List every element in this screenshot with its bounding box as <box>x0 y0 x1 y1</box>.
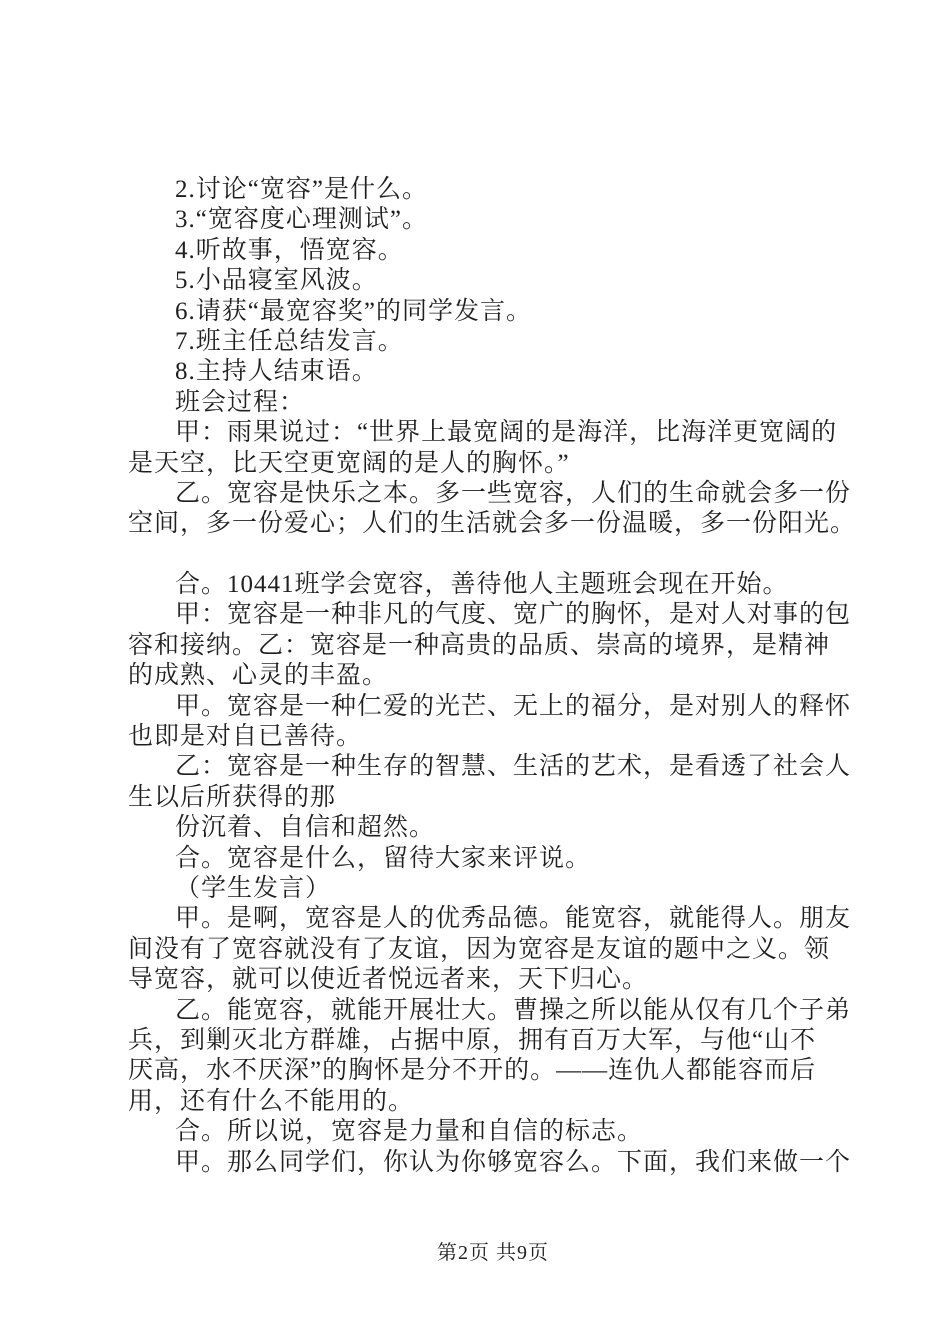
text-line: 甲。那么同学们，你认为你够宽容么。下面，我们来做一个 <box>175 1148 852 1176</box>
text-line: 乙。宽容是快乐之本。多一些宽容，人们的生命就会多一份 <box>175 479 852 507</box>
text-line: 甲：宽容是一种非凡的气度、宽广的胸怀，是对人对事的包 <box>175 601 852 629</box>
text-line: 导宽容，就可以使近者悦远者来，天下归心。 <box>128 966 649 994</box>
text-line: 甲：雨果说过：“世界上最宽阔的是海洋，比海洋更宽阔的 <box>175 419 838 447</box>
text-line: 乙。能宽容，就能开展壮大。曹操之所以能从仅有几个子弟 <box>175 996 852 1024</box>
text-line: 合。10441班学会宽容，善待他人主题班会现在开始。 <box>175 571 789 599</box>
text-line: 兵，到剿灭北方群雄，占据中原，拥有百万大军，与他“山不 <box>128 1026 817 1054</box>
text-line <box>128 540 918 570</box>
text-line: 4.听故事，悟宽容。 <box>175 236 404 264</box>
text-line: 也即是对自已善待。 <box>128 723 363 751</box>
text-line: 厌高，水不厌深”的胸怀是分不开的。——连仇人都能容而后 <box>128 1057 817 1085</box>
text-line: 5.小品寝室风波。 <box>175 267 378 295</box>
text-line: 甲。是啊，宽容是人的优秀品德。能宽容，就能得人。朋友 <box>175 905 852 933</box>
document-body <box>128 175 918 1178</box>
text-line: （学生发言） <box>175 874 332 902</box>
text-line: 2.讨论“宽容”是什么。 <box>175 176 428 203</box>
text-line: 7.班主任总结发言。 <box>175 327 404 355</box>
text-line: 用，还有什么不能用的。 <box>128 1087 415 1115</box>
text-line: 班会过程： <box>175 388 306 416</box>
text-line: 生以后所获得的那 <box>128 783 337 811</box>
text-line: 空间，多一份爱心；人们的生活就会多一份温暖，多一份阳光。 <box>128 510 857 538</box>
text-line: 的成熟、心灵的丰盈。 <box>128 662 389 690</box>
page-footer <box>128 1240 858 1266</box>
text-line: 间没有了宽容就没有了友谊，因为宽容是友谊的题中之义。领 <box>128 935 831 963</box>
text-line: 乙：宽容是一种生存的智慧、生活的艺术，是看透了社会人 <box>175 753 852 781</box>
text-line: 容和接纳。乙：宽容是一种高贵的品质、崇高的境界，是精神 <box>128 631 831 659</box>
text-line: 6.请获“最宽容奖”的同学发言。 <box>175 297 532 325</box>
page-number-label: 第2页 共9页 <box>437 1242 549 1264</box>
text-line: 甲。宽容是一种仁爱的光芒、无上的福分，是对别人的释怀 <box>175 692 852 720</box>
text-line: 合。所以说，宽容是力量和自信的标志。 <box>175 1118 644 1146</box>
text-line: 是天空，比天空更宽阔的是人的胸怀。” <box>128 449 570 477</box>
text-line: 8.主持人结束语。 <box>175 358 378 386</box>
text-line: 3.“宽容度心理测试”。 <box>175 206 428 234</box>
text-line: 份沉着、自信和超然。 <box>175 814 436 842</box>
text-line: 合。宽容是什么，留待大家来评说。 <box>175 844 592 872</box>
